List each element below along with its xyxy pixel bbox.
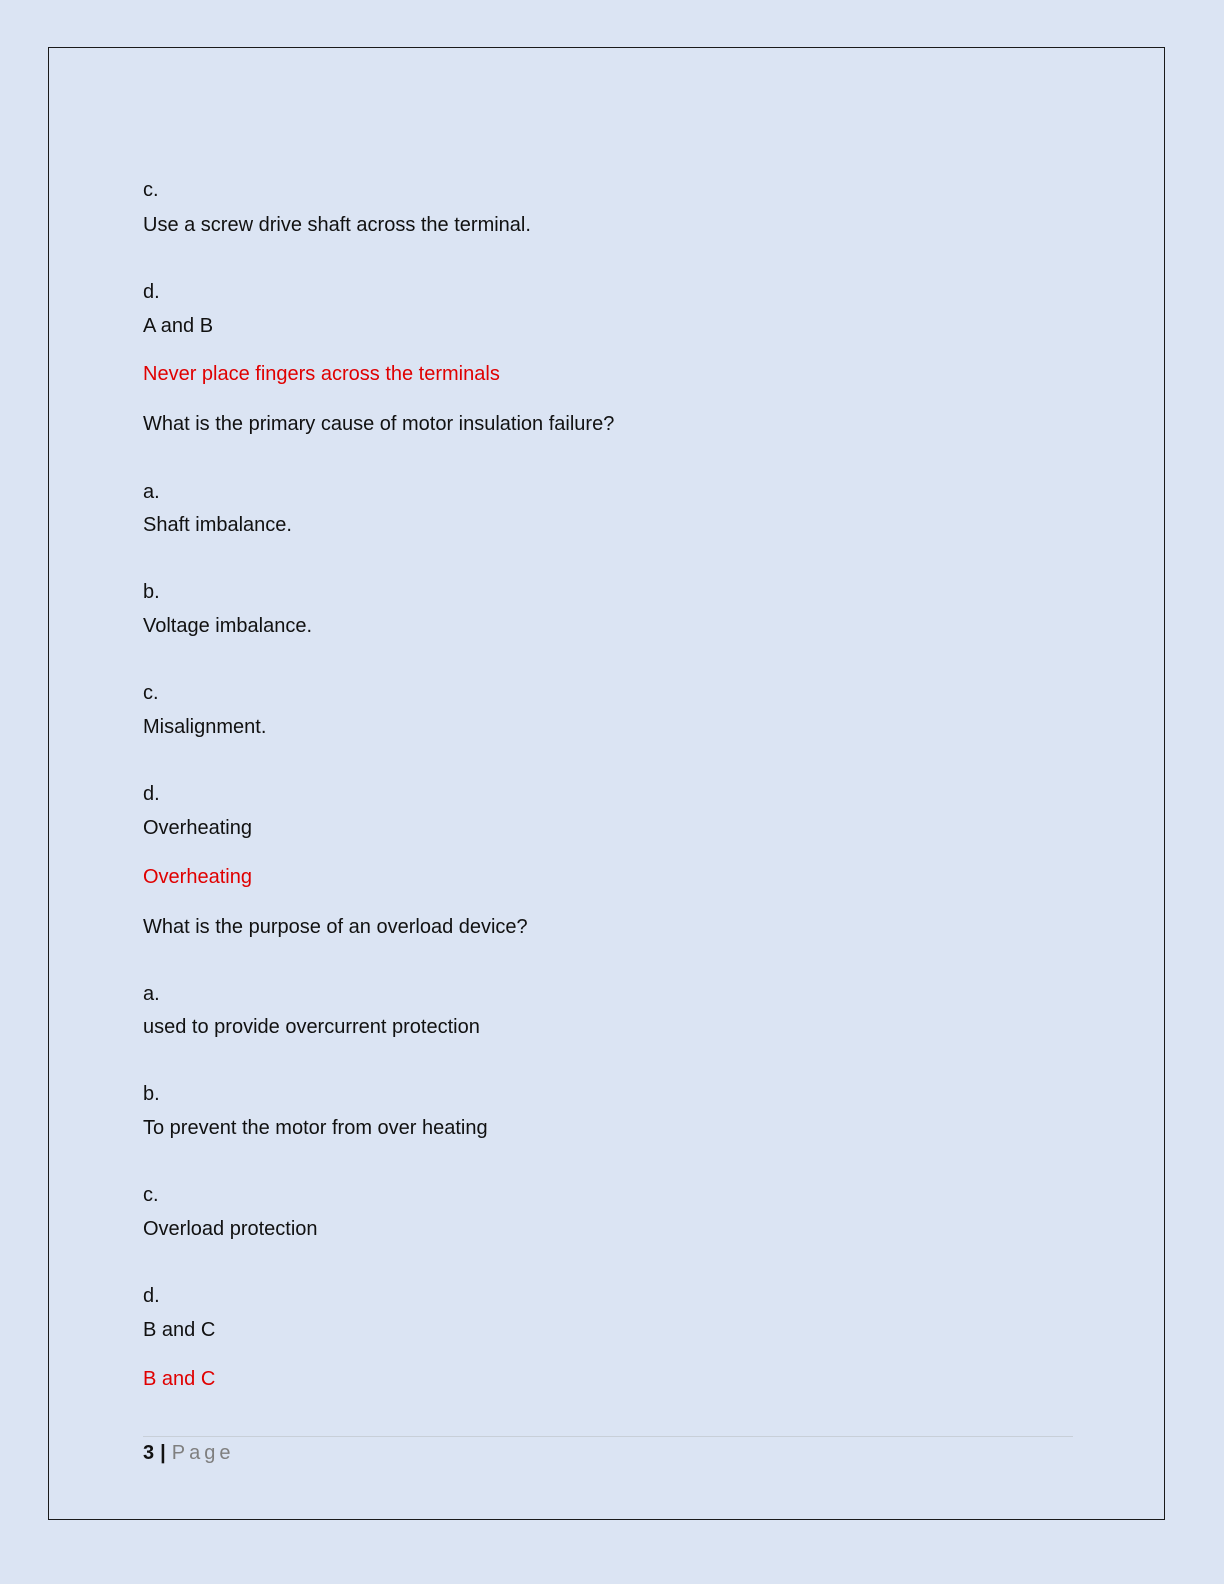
option-text: Shaft imbalance. [143,514,292,536]
page-number: 3 [143,1442,155,1464]
footer-separator: | [160,1442,166,1464]
option-text: B and C [143,1319,216,1341]
page-border [48,47,1165,1520]
page-footer [143,1441,234,1465]
option-label-c: c. [143,682,159,704]
option-label-d: d. [143,783,160,805]
option-text: Overload protection [143,1218,318,1240]
option-label-a: a. [143,481,160,503]
option-text: A and B [143,315,214,337]
option-label-c: c. [143,1184,159,1206]
option-text: used to provide overcurrent protection [143,1016,480,1038]
option-label-c: c. [143,179,159,201]
option-label-b: b. [143,581,160,603]
option-text: Voltage imbalance. [143,615,313,637]
answer-text: Overheating [143,866,252,888]
option-label-b: b. [143,1083,160,1105]
option-text: Misalignment. [143,716,267,738]
option-label-d: d. [143,1285,160,1307]
option-label-d: d. [143,281,160,303]
question-text: What is the primary cause of motor insulation failure? [143,413,615,435]
page-word: Page [171,1442,235,1464]
option-text: Overheating [143,817,252,839]
option-text: To prevent the motor from over heating [143,1117,488,1139]
option-label-a: a. [143,983,160,1005]
question-text: What is the purpose of an overload device? [143,916,528,938]
answer-text: Never place fingers across the terminals [143,363,500,385]
answer-text: B and C [143,1368,216,1390]
footer-divider [143,1436,1073,1437]
option-text: Use a screw drive shaft across the terminal. [143,214,531,236]
